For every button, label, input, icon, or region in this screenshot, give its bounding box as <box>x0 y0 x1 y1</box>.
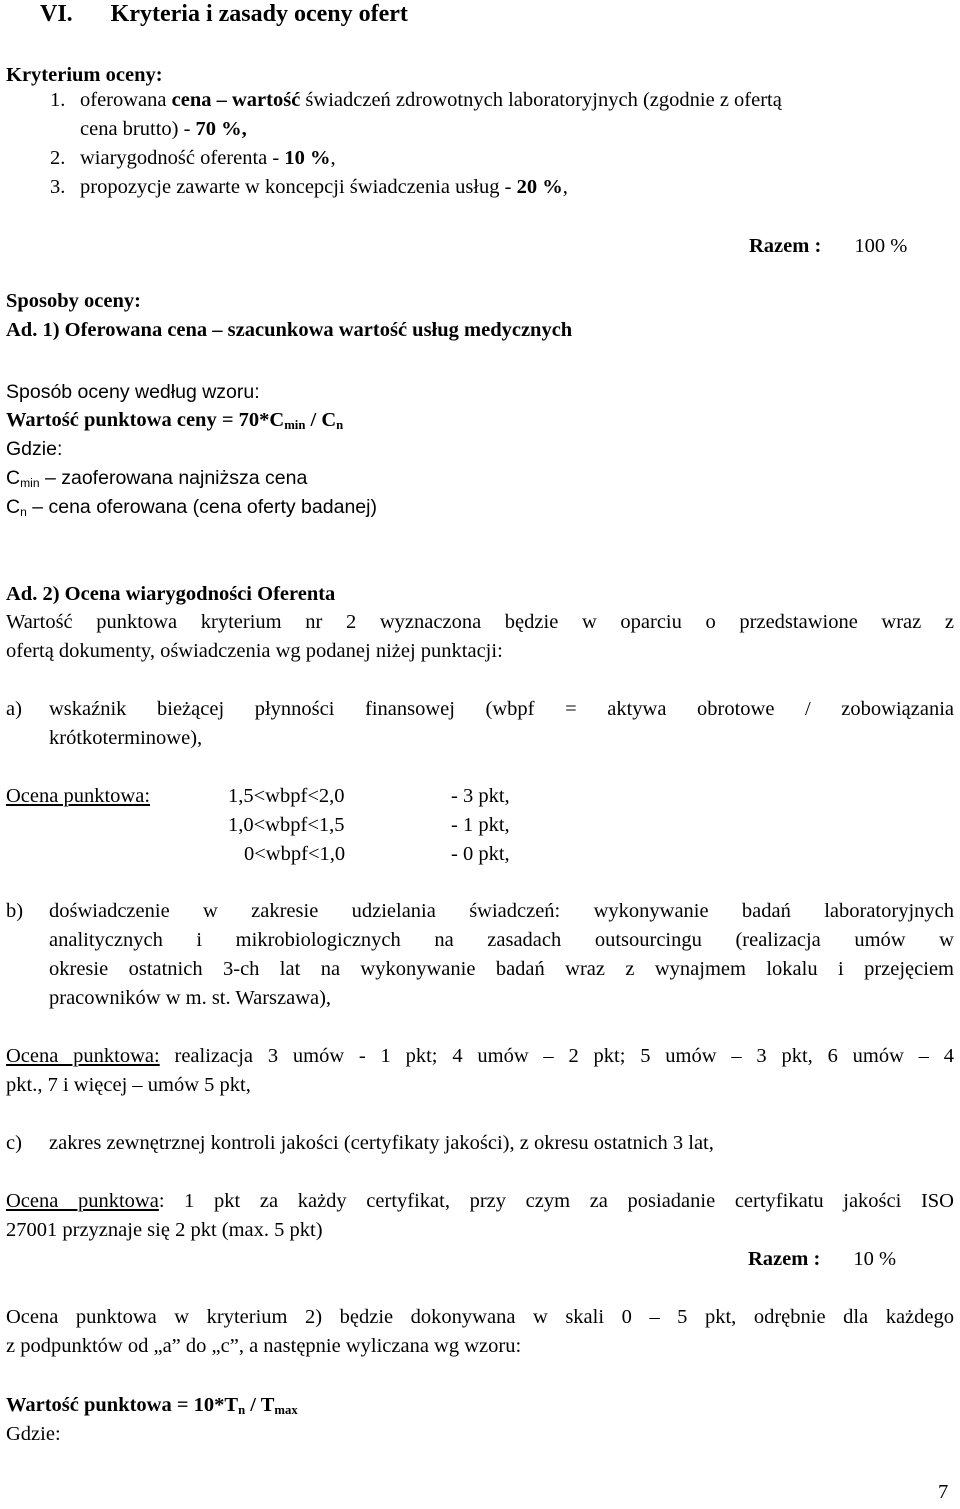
ocena-label: Ocena punktowa: <box>6 1045 160 1067</box>
kryterium-item-2 <box>50 144 336 173</box>
item-highlight: cena – wartość <box>171 89 301 111</box>
point-c-line: zakres zewnętrznej kontroli jakości (certyfikaty jakości), z okresu ostatnich 3 lat, <box>49 1132 714 1154</box>
def-subscript: min <box>20 476 40 491</box>
definition-cmin <box>6 464 307 493</box>
section-number: VI. <box>40 1 73 27</box>
point-b-line: doświadczenie w zakresie udzielania świadczeń: wykonywanie badań laboratoryjnych <box>49 900 954 922</box>
item-text: , <box>330 147 336 169</box>
wzor-intro: Sposób oceny według wzoru: <box>6 381 260 403</box>
gdzie-label: Gdzie: <box>6 438 63 460</box>
score-points: - 3 pkt, <box>451 785 510 807</box>
wzor-formula <box>6 406 343 435</box>
section-heading <box>40 0 408 29</box>
formula-subscript: n <box>336 418 344 433</box>
ad2-gdzie-label: Gdzie: <box>6 1423 61 1445</box>
item-text: świadczeń zdrowotnych laboratoryjnych (zgodnie z ofertą <box>300 89 782 111</box>
kryterium-title: Kryterium oceny: <box>6 64 163 86</box>
ad1-title: Ad. 1) Oferowana cena – szacunkowa wartość usług medycznych <box>6 319 573 341</box>
page-number: 7 <box>938 1481 949 1503</box>
formula-subscript: max <box>274 1403 298 1418</box>
item-text: , <box>562 176 568 198</box>
section-title: Kryteria i zasady oceny ofert <box>110 1 408 27</box>
definition-cn <box>6 493 377 522</box>
kryterium-item-1-cont <box>80 115 247 144</box>
item-number: 2. <box>50 147 66 169</box>
def-symbol: C <box>6 496 21 518</box>
ad2-razem <box>748 1245 896 1274</box>
item-percent: 10 % <box>284 147 331 169</box>
ad2-title: Ad. 2) Ocena wiarygodności Oferenta <box>6 583 336 605</box>
formula-text: Wartość punktowa = 10*T <box>6 1394 239 1416</box>
point-c-ocena <box>6 1187 954 1216</box>
formula-subscript: min <box>284 418 306 433</box>
razem-label: Razem : <box>748 1248 821 1270</box>
formula-text: Wartość punktowa ceny = 70*C <box>6 409 285 431</box>
item-text: cena brutto) - <box>80 118 196 140</box>
point-a-line: wskaźnik bieżącej płynności finansowej (wbpf = aktywa obrotowe / zobowiązania <box>49 698 954 720</box>
point-b-ocena-cont: pkt., 7 i więcej – umów 5 pkt, <box>6 1074 251 1096</box>
formula-text: / C <box>305 409 337 431</box>
score-points: - 1 pkt, <box>451 814 510 836</box>
item-text: wiarygodność oferenta - <box>80 147 285 169</box>
kryterium-item-1 <box>50 86 782 115</box>
point-b-label: b) <box>6 900 24 922</box>
ad2-formula <box>6 1391 298 1420</box>
item-percent: 70 %, <box>195 118 247 140</box>
razem-value: 100 % <box>854 235 908 257</box>
ocena-text: realizacja 3 umów - 1 pkt; 4 umów – 2 pkt; 5 umów – 3 pkt, 6 umów – 4 <box>159 1045 954 1067</box>
point-a-label: a) <box>6 698 22 720</box>
item-text: propozycje zawarte w koncepcji świadczenia usług - <box>80 176 517 198</box>
razem-value: 10 % <box>853 1248 897 1270</box>
point-c-label: c) <box>6 1132 22 1154</box>
point-b-line: pracowników w m. st. Warszawa), <box>49 987 332 1009</box>
score-range: 0<wbpf<1,0 <box>244 843 346 865</box>
item-percent: 20 % <box>516 176 563 198</box>
formula-subscript: n <box>238 1403 246 1418</box>
score-range: 1,0<wbpf<1,5 <box>228 814 345 836</box>
skala-line: z podpunktów od „a” do „c”, a następnie wyliczana wg wzoru: <box>6 1335 522 1357</box>
kryterium-item-3 <box>50 173 568 202</box>
def-text: – cena oferowana (cena oferty badanej) <box>26 496 377 518</box>
formula-text: / T <box>245 1394 275 1416</box>
kryterium-razem <box>749 232 907 261</box>
point-b-line: okresie ostatnich 3-ch lat na wykonywanie badań wraz z wynajmem lokalu i przejęciem <box>49 958 954 980</box>
def-symbol: C <box>6 467 21 489</box>
item-text: oferowana <box>80 89 172 111</box>
skala-line: Ocena punktowa w kryterium 2) będzie dokonywana w skali 0 – 5 pkt, odrębnie dla każdego <box>6 1306 954 1328</box>
ocena-text: : 1 pkt za każdy certyfikat, przy czym za posiadanie certyfikatu jakości ISO <box>158 1190 954 1212</box>
ad2-intro-line: Wartość punktowa kryterium nr 2 wyznaczona będzie w oparciu o przedstawione wraz z <box>6 611 954 633</box>
score-points: - 0 pkt, <box>451 843 510 865</box>
ocena-label: Ocena punktowa <box>6 1190 159 1212</box>
point-b-line: analitycznych i mikrobiologicznych na zasadach outsourcingu (realizacja umów w <box>49 929 954 951</box>
sposoby-title: Sposoby oceny: <box>6 290 141 312</box>
point-c-ocena-cont: 27001 przyznaje się 2 pkt (max. 5 pkt) <box>6 1219 323 1241</box>
def-text: – zaoferowana najniższa cena <box>39 467 308 489</box>
score-range: 1,5<wbpf<2,0 <box>228 785 345 807</box>
item-number: 3. <box>50 176 66 198</box>
item-number: 1. <box>50 89 66 111</box>
ad2-intro-line: ofertą dokumenty, oświadczenia wg podanej niżej punktacji: <box>6 640 503 662</box>
point-b-ocena <box>6 1042 954 1071</box>
ocena-label: Ocena punktowa: <box>6 785 151 807</box>
razem-label: Razem : <box>749 235 822 257</box>
point-a-line: krótkoterminowe), <box>49 727 203 749</box>
def-subscript: n <box>20 505 27 520</box>
